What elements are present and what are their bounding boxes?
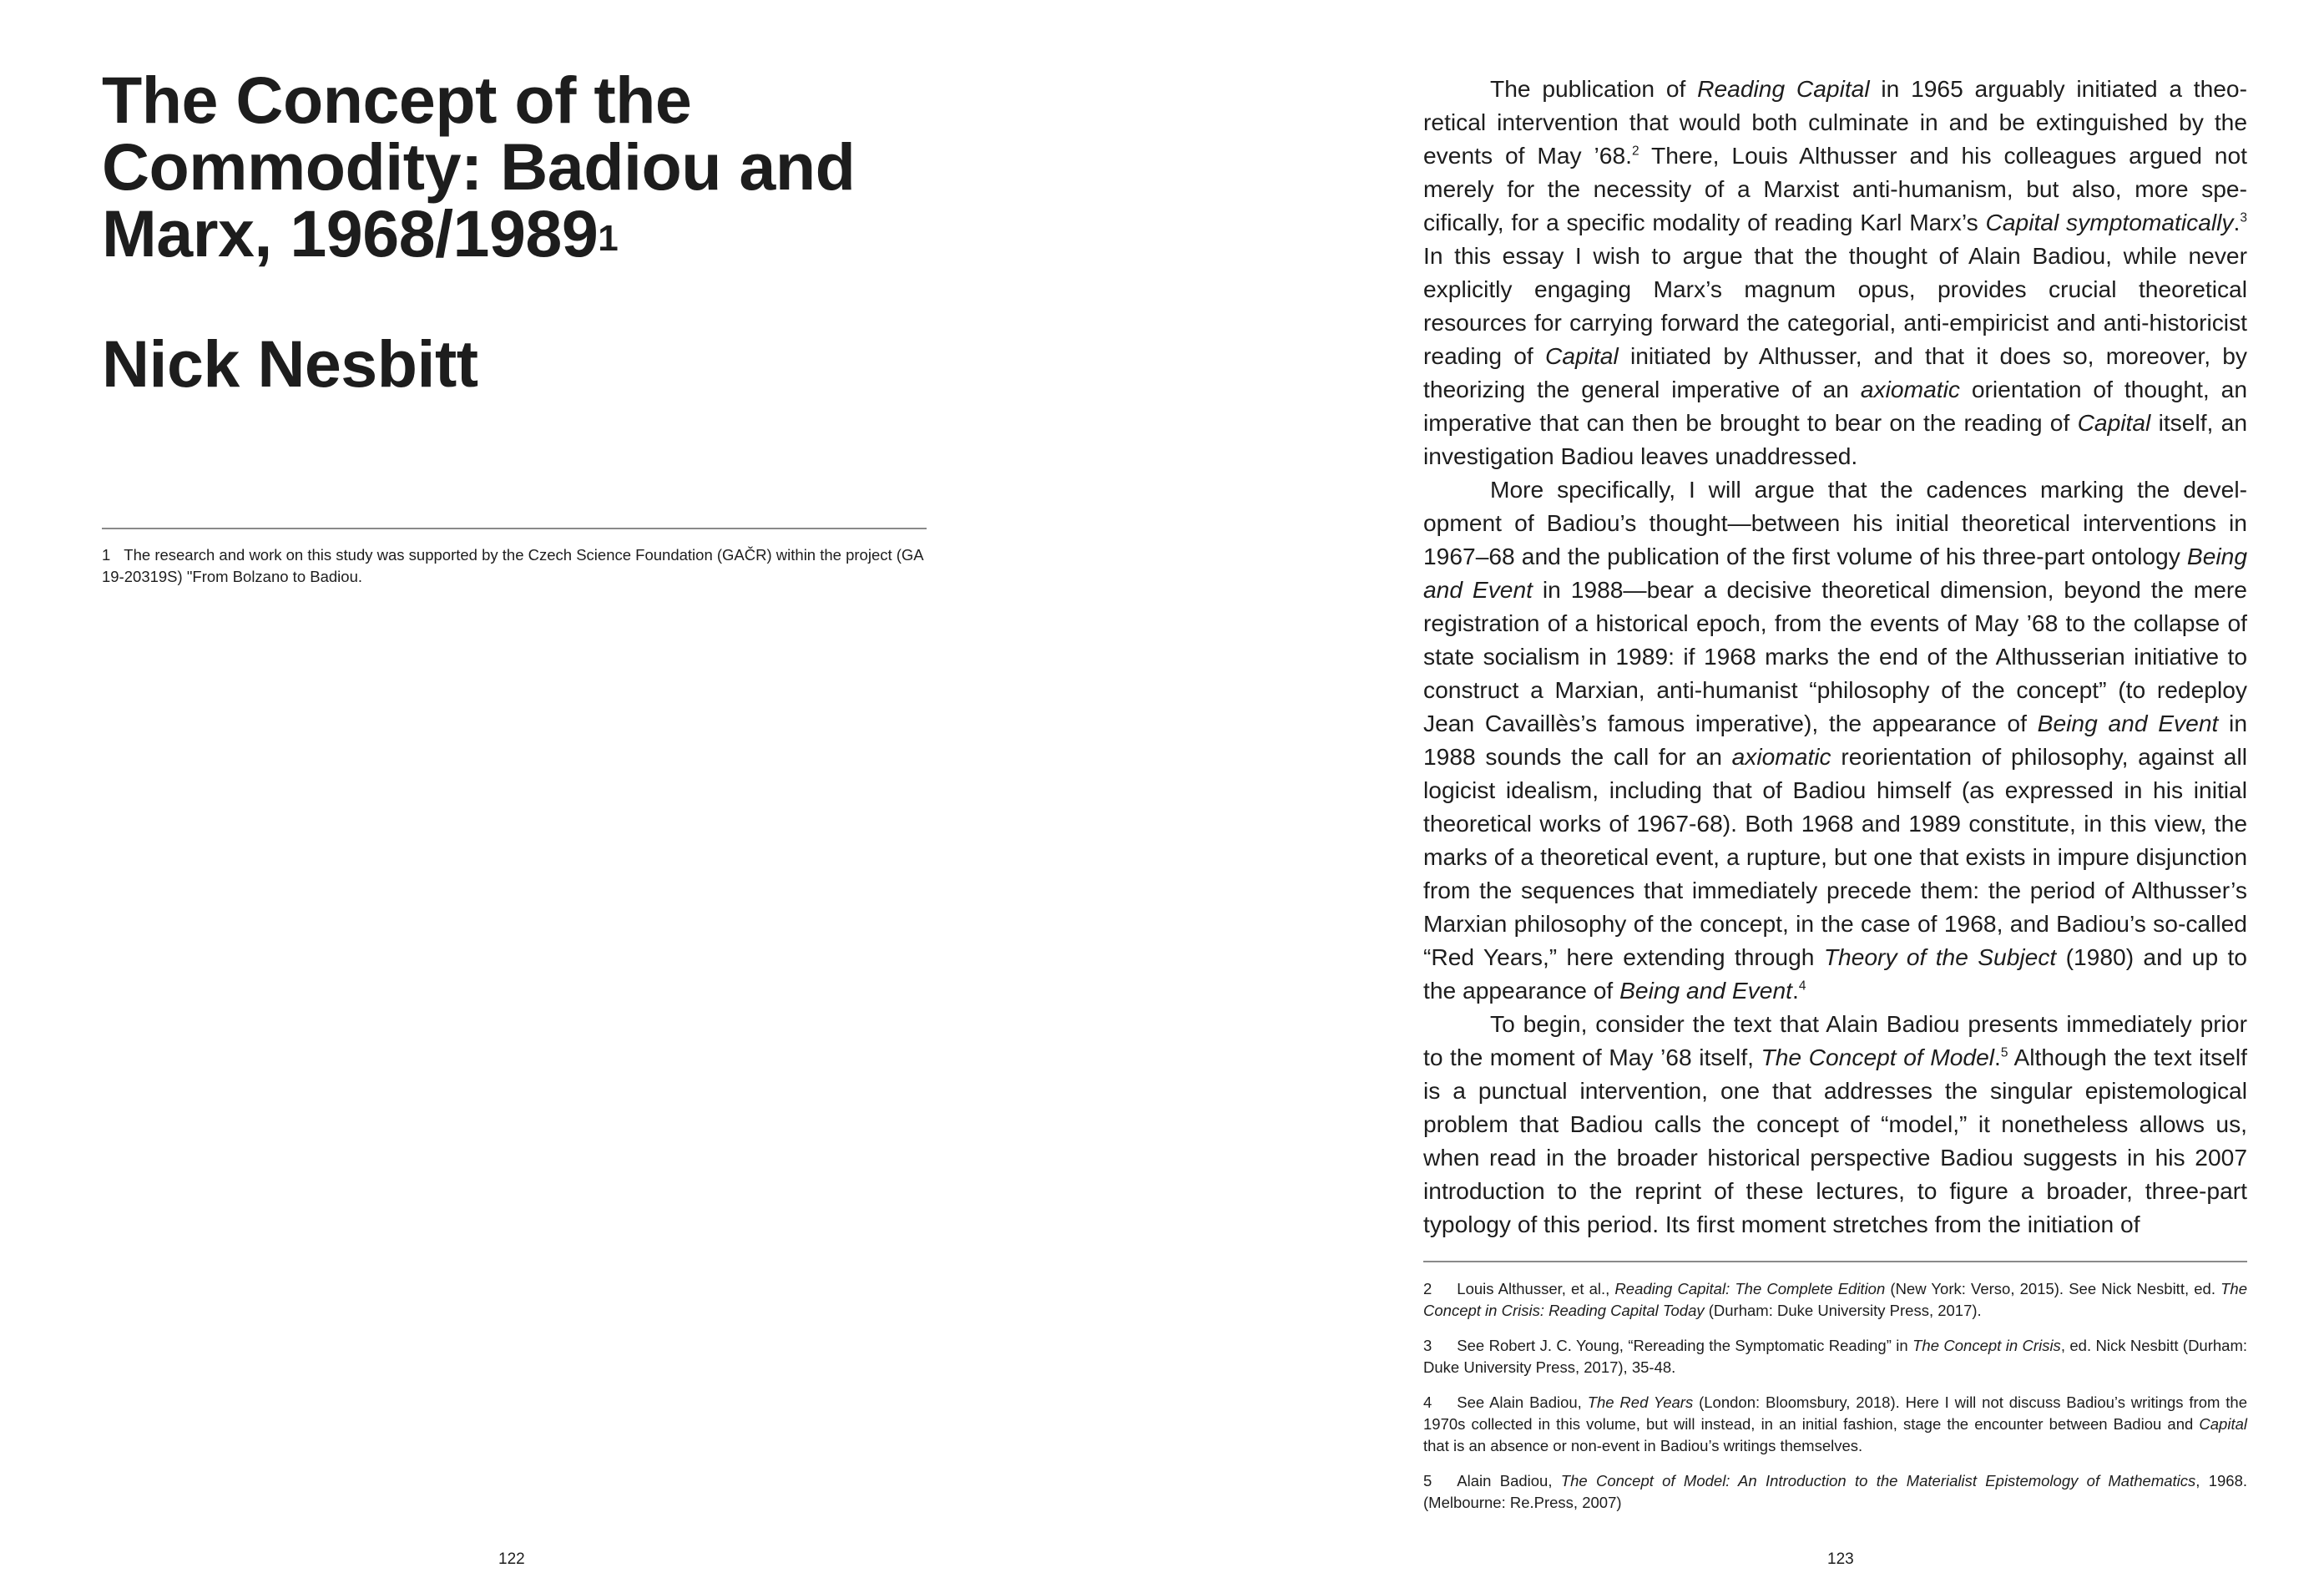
text-run: See Alain Badiou,	[1457, 1393, 1588, 1411]
italic-text: The Concept of Model	[1761, 1044, 1995, 1070]
text-run: .	[2233, 209, 2241, 235]
italic-text: Being and Event	[1619, 977, 1792, 1004]
text-run: The publication of	[1490, 75, 1698, 102]
footnote-divider	[1423, 1261, 2247, 1262]
text-run: See Robert J. C. Young, “Rereading the Symptomatic Reading” in	[1457, 1337, 1913, 1354]
article-title	[102, 63, 887, 271]
footnote-2	[1423, 1278, 2247, 1322]
footnote-4	[1423, 1392, 2247, 1457]
footnotes-section	[1423, 1278, 2247, 1527]
footnote-text: The research and work on this study was supported by the Czech Science Foundation (GAČR) within the project (GA 19-20319S) "From Bolzano to Badiou.	[102, 546, 923, 585]
text-run: .	[1994, 1044, 2001, 1070]
footnote-number: 3	[1423, 1337, 1432, 1354]
italic-text: Capital	[2077, 409, 2151, 436]
text-run: To begin, consider the text that Alain Badiou presents immediately prior to the moment of May ’68 itself,	[1423, 1010, 2247, 1070]
text-run: in 1988—bear a decisive theoretical dimension, beyond the mere registration of a historical epoch, from the events of May ’68 to the collapse of state socialism in 1989: if 1968 marks the end of the Althusserian initiative to construct a Marxian, anti-humanist “philosophy of the concept” (to redeploy Jean Cavaillès’s famous imperative), the appearance of	[1423, 576, 2247, 736]
italic-text: Being and Event	[2037, 710, 2219, 736]
text-run: itself, an investigation Badiou leaves unaddressed.	[1423, 409, 2247, 469]
text-run: .	[1791, 977, 1799, 1004]
body-text	[1423, 72, 2247, 1241]
italic-text: The Red Years	[1587, 1393, 1694, 1411]
text-run: initiated by Althusser, and that it does so, moreover, by theorizing the general imperative of an	[1423, 342, 2248, 402]
text-run: (1980) and up to the appearance of	[1423, 943, 2247, 1004]
italic-text: Being and Event	[1423, 543, 2247, 603]
italic-text: axiomatic	[1731, 743, 1831, 770]
italic-text: The Concept of Model: An Introduction to the Materialist Epistemology of Mathematics	[1560, 1472, 2196, 1489]
footnote-reference[interactable]: 3	[2240, 210, 2247, 225]
text-run: (Durham: Duke University Press, 2017).	[1704, 1302, 1982, 1319]
italic-text: axiomatic	[1860, 376, 1960, 402]
italic-text: Capital symptomatically	[1985, 209, 2234, 235]
page-number-right: 123	[1827, 1550, 1854, 1568]
footnote-reference[interactable]: 2	[1632, 144, 1639, 159]
text-run: reorientation of philosophy, against all logicist idealism, including that of Badiou himself (as expressed in his initial theoretical works of 1967-68). Both 1968 and 1989 constitute, in this view, the marks of a theoretical event, a rupture, but one that exists in impure disjunction from the sequences that immediately precede them: the period of Althusser’s Marxian philosophy of the concept, in the case of 1968, and Badiou’s so-called “Red Years,” here extending through	[1423, 743, 2247, 970]
page-number-left: 122	[498, 1550, 525, 1568]
text-run: orientation of thought, an imperative that can then be brought to bear on the reading of	[1423, 376, 2248, 436]
footnote-number: 5	[1423, 1472, 1432, 1489]
footnote-number: 1	[102, 546, 111, 564]
footnote-number: 2	[1423, 1280, 1432, 1297]
footnote-3	[1423, 1335, 2247, 1378]
text-run: in 1965 arguably initiated a theoretical intervention that would both culminate in and be extinguished by the events of May ’68.	[1423, 75, 2247, 169]
text-run: , 1968. (Melbourne: Re.Press, 2007)	[1423, 1472, 2248, 1511]
article-title-text: The Concept of the Commodity: Badiou and Marx, 1968/1989	[102, 63, 856, 271]
text-run: (New York: Verso, 2015). See Nick Nesbitt, ed.	[1885, 1280, 2221, 1297]
italic-text: Theory of the Subject	[1823, 943, 2057, 970]
text-run: There, Louis Althusser and his colleagues argued not merely for the necessity of a Marxist anti-humanism, but also, more specifically, for a specific modality of reading Karl Marx’s	[1423, 142, 2247, 235]
italic-text: Reading Capital	[1697, 75, 1870, 102]
footnote-reference[interactable]: 4	[1798, 979, 1806, 994]
italic-text: Capital	[1544, 342, 1619, 369]
footnote-number: 4	[1423, 1393, 1432, 1411]
text-run: , ed. Nick Nesbitt (Durham: Duke University Press, 2017), 35-48.	[1423, 1337, 2248, 1376]
text-run: More specifically, I will argue that the cadences marking the development of Badiou’s thought—between his initial theoretical interventions in 1967–68 and the publication of the first volume of his three-part ontology	[1423, 476, 2247, 569]
text-run: (London: Bloomsbury, 2018). Here I will not discuss Badiou’s writings from the 1970s collected in this volume, but will instead, in an initial fashion, stage the encounter between Badiou and	[1423, 1393, 2247, 1433]
body-paragraph	[1423, 1007, 2247, 1241]
body-paragraph	[1423, 473, 2247, 1007]
text-run: Although the text itself is a punctual intervention, one that addresses the singular epistemological problem that Badiou calls the concept of “model,” it nonetheless allows us, when read in the broader historical perspective Badiou suggests in his 2007 introduction to the reprint of these lectures, to figure a broader, three-part typology of this period. Its first moment stretches from the initiation of	[1423, 1044, 2247, 1237]
italic-text: The Concept in Crisis	[1912, 1337, 2061, 1354]
text-run: in 1988 sounds the call for an	[1423, 710, 2247, 770]
italic-text: The Concept in Crisis: Reading Capital Today	[1423, 1280, 2247, 1319]
text-run: In this essay I wish to argue that the thought of Alain Badiou, while never explicitly engaging Marx’s magnum opus, provides crucial theoretical resources for carrying forward the categorial, anti-empiricist and anti-historicist reading of	[1423, 242, 2247, 369]
right-page	[1162, 0, 2324, 1583]
text-run: Louis Althusser, et al.,	[1457, 1280, 1615, 1297]
body-paragraph	[1423, 72, 2247, 473]
footnote-5	[1423, 1470, 2247, 1514]
footnote-reference[interactable]: 5	[2000, 1045, 2008, 1060]
footnote-1	[102, 544, 930, 588]
text-run: Alain Badiou,	[1457, 1472, 1561, 1489]
italic-text: Capital	[2199, 1415, 2247, 1433]
footnote-divider	[102, 528, 927, 529]
text-run: that is an absence or non-event in Badiou’s writings themselves.	[1423, 1437, 1863, 1454]
title-footnote-marker[interactable]: 1	[598, 218, 619, 259]
author-name: Nick Nesbitt	[102, 326, 478, 401]
italic-text: Reading Capital: The Complete Edition	[1614, 1280, 1886, 1297]
